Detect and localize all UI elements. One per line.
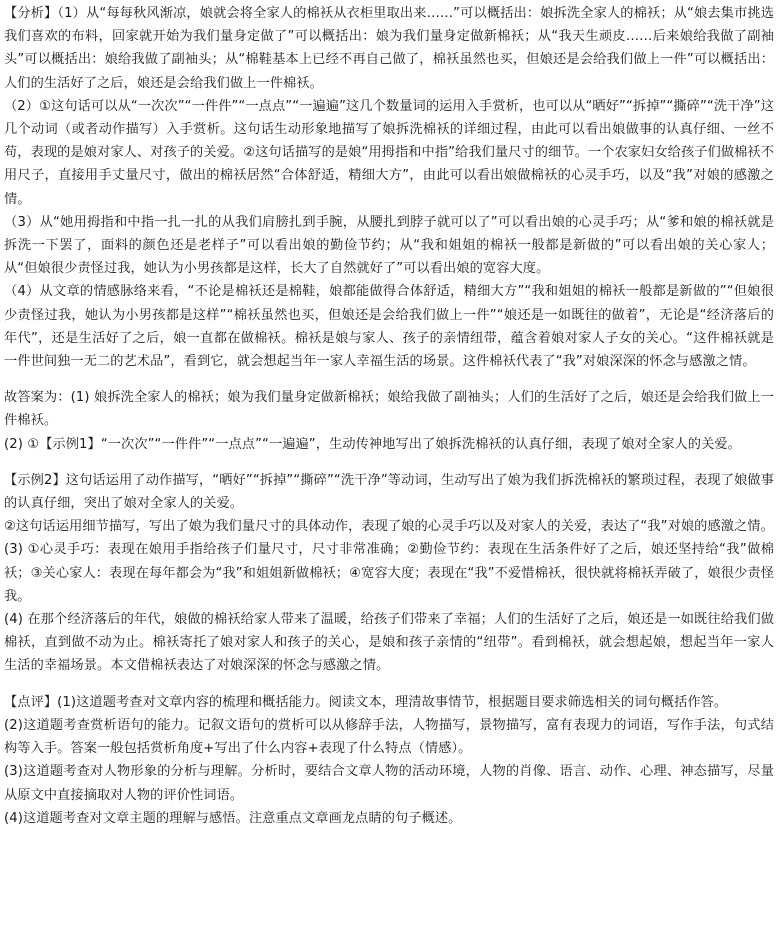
- answer-section: [4, 386, 774, 677]
- analysis-part-3: （3）从“她用拇指和中指一扎一扎的从我们肩膀扎到手腕，从腰扎到脖子就可以了”可以看出娘的心灵手巧；从“爹和娘的棉袄就是拆洗一下罢了，面料的颜色还是老样子”可以看出娘的勤俭节约；从“我和姐姐的棉袄一般都是新做的”可以看出娘的关心家人；从“但娘很少责怪过我，她认为小男孩都是这样，长大了自然就好了”可以看出娘的宽容大度。: [4, 214, 774, 277]
- comment-part-3: (3)这道题考查对人物形象的分析与理解。分析时，要结合文章人物的活动环境，人物的肖像、语言、动作、心理、神态描写，尽量从原文中直接摘取对人物的评价性词语。: [4, 764, 774, 803]
- answer-part-2-example-1: (2) ①【示例1】“一次次”“一件件”“一点点”“一遍遍”，生动传神地写出了娘拆洗棉袄的认真仔细，表现了娘对全家人的关爱。: [4, 436, 741, 452]
- analysis-section: [4, 2, 774, 373]
- comment-section: [4, 691, 774, 830]
- answer-part-1: 故答案为：(1) 娘拆洗全家人的棉袄；娘为我们量身定做新棉袄；娘给我做了副袖头；人们的生活好了之后，娘还是会给我们做上一件棉袄。: [4, 390, 774, 429]
- analysis-part-4: （4）从文章的情感脉络来看，“不论是棉袄还是棉鞋，娘都能做得合体舒适，精细大方”“我和姐姐的棉袄一般都是新做的”“但娘很少责怪过我，她认为小男孩都是这样”“棉袄虽然也买，但娘还是会给我们做上一件”“娘还是一如既往的做着”，无论是“经济落后的年代”，还是生活好了之后，娘一直都在做棉袄。棉袄是娘与家人、孩子的亲情纽带，蕴含着娘对家人子女的关心。“这件棉袄就是一件世间独一无二的艺术品”，看到它，就会想起当年一家人幸福生活的场景。这件棉袄代表了“我”对娘深深的怀念与感激之情。: [4, 284, 774, 370]
- comment-part-4: (4)这道题考查对文章主题的理解与感悟。注意重点文章画龙点睛的句子概述。: [4, 810, 462, 826]
- answer-part-3: (3) ①心灵手巧：表现在娘用手指给孩子们量尺寸，尺寸非常准确；②勤俭节约：表现在生活条件好了之后，娘还坚持给“我”做棉袄；③关心家人：表现在每年都会为“我”和姐姐新做棉袄；④宽容大度；表现在“我”不爱惜棉袄，很快就将棉袄弄破了，娘很少责怪我。: [4, 542, 774, 604]
- analysis-part-1: 【分析】（1）从“每每秋风渐凉，娘就会将全家人的棉袄从衣柜里取出来……”可以概括出：娘拆洗全家人的棉袄；从“娘去集市挑选我们喜欢的布料，回家就开始为我们量身定做了”可以概括出：娘为我们量身定做新棉袄；从“我天生顽皮……后来娘给我做了副袖头”可以概括出：娘给我做了副袖头；从“棉鞋基本上已经不再自己做了，棉袄虽然也买，但娘还是会给我们做上一件”可以概括出：人们的生活好了之后，娘还是会给我们做上一件棉袄。: [4, 6, 774, 91]
- comment-part-1: 【点评】(1)这道题考查对文章内容的梳理和概括能力。阅读文本，理清故事情节，根据题目要求筛选相关的词句概括作答。: [4, 694, 728, 710]
- answer-part-2-detail: ②这句话运用细节描写，写出了娘为我们量尺寸的具体动作，表现了娘的心灵手巧以及对家人的关爱，表达了“我”对娘的感激之情。: [4, 519, 774, 535]
- answer-part-2-example-2: 【示例2】这句话运用了动作描写，“晒好”“拆掉”“撕碎”“洗干净”等动词，生动写出了娘为我们拆洗棉袄的繁琐过程，表现了娘做事的认真仔细，突出了娘对全家人的关爱。: [4, 472, 774, 512]
- comment-part-2: (2)这道题考查赏析语句的能力。记叙文语句的赏析可以从修辞手法，人物描写，景物描写，富有表现力的词语，写作手法，句式结构等入手。答案一般包括赏析角度+写出了什么内容+表现了什么特点（情感）。: [4, 717, 774, 757]
- answer-part-4: (4) 在那个经济落后的年代，娘做的棉袄给家人带来了温暖，给孩子们带来了幸福；人们的生活好了之后，娘还是一如既往给我们做棉袄，直到做不动为止。棉袄寄托了娘对家人和孩子的关心，是娘和孩子亲情的“纽带”。看到棉袄，就会想起娘，想起当年一家人生活的幸福场景。本文借棉袄表达了对娘深深的怀念与感激之情。: [4, 612, 774, 674]
- analysis-part-2: （2）①这句话可以从“一次次”“一件件”“一点点”“一遍遍”这几个数量词的运用入手赏析，也可以从“晒好”“拆掉”“撕碎”“洗干净”这几个动词（或者动作描写）入手赏析。这句话生动形象地描写了娘拆洗棉袄的详细过程，由此可以看出娘做事的认真仔细、一丝不苟，表现的是娘对家人、对孩子的关爱。②这句话描写的是娘“用拇指和中指”给我们量尺寸的细节。一个农家妇女给孩子们做棉袄不用尺子，直接用手丈量尺寸，做出的棉袄居然“合体舒适，精细大方”，由此可以看出娘做棉袄的心灵手巧，以及“我”对娘的感激之情。: [4, 98, 774, 207]
